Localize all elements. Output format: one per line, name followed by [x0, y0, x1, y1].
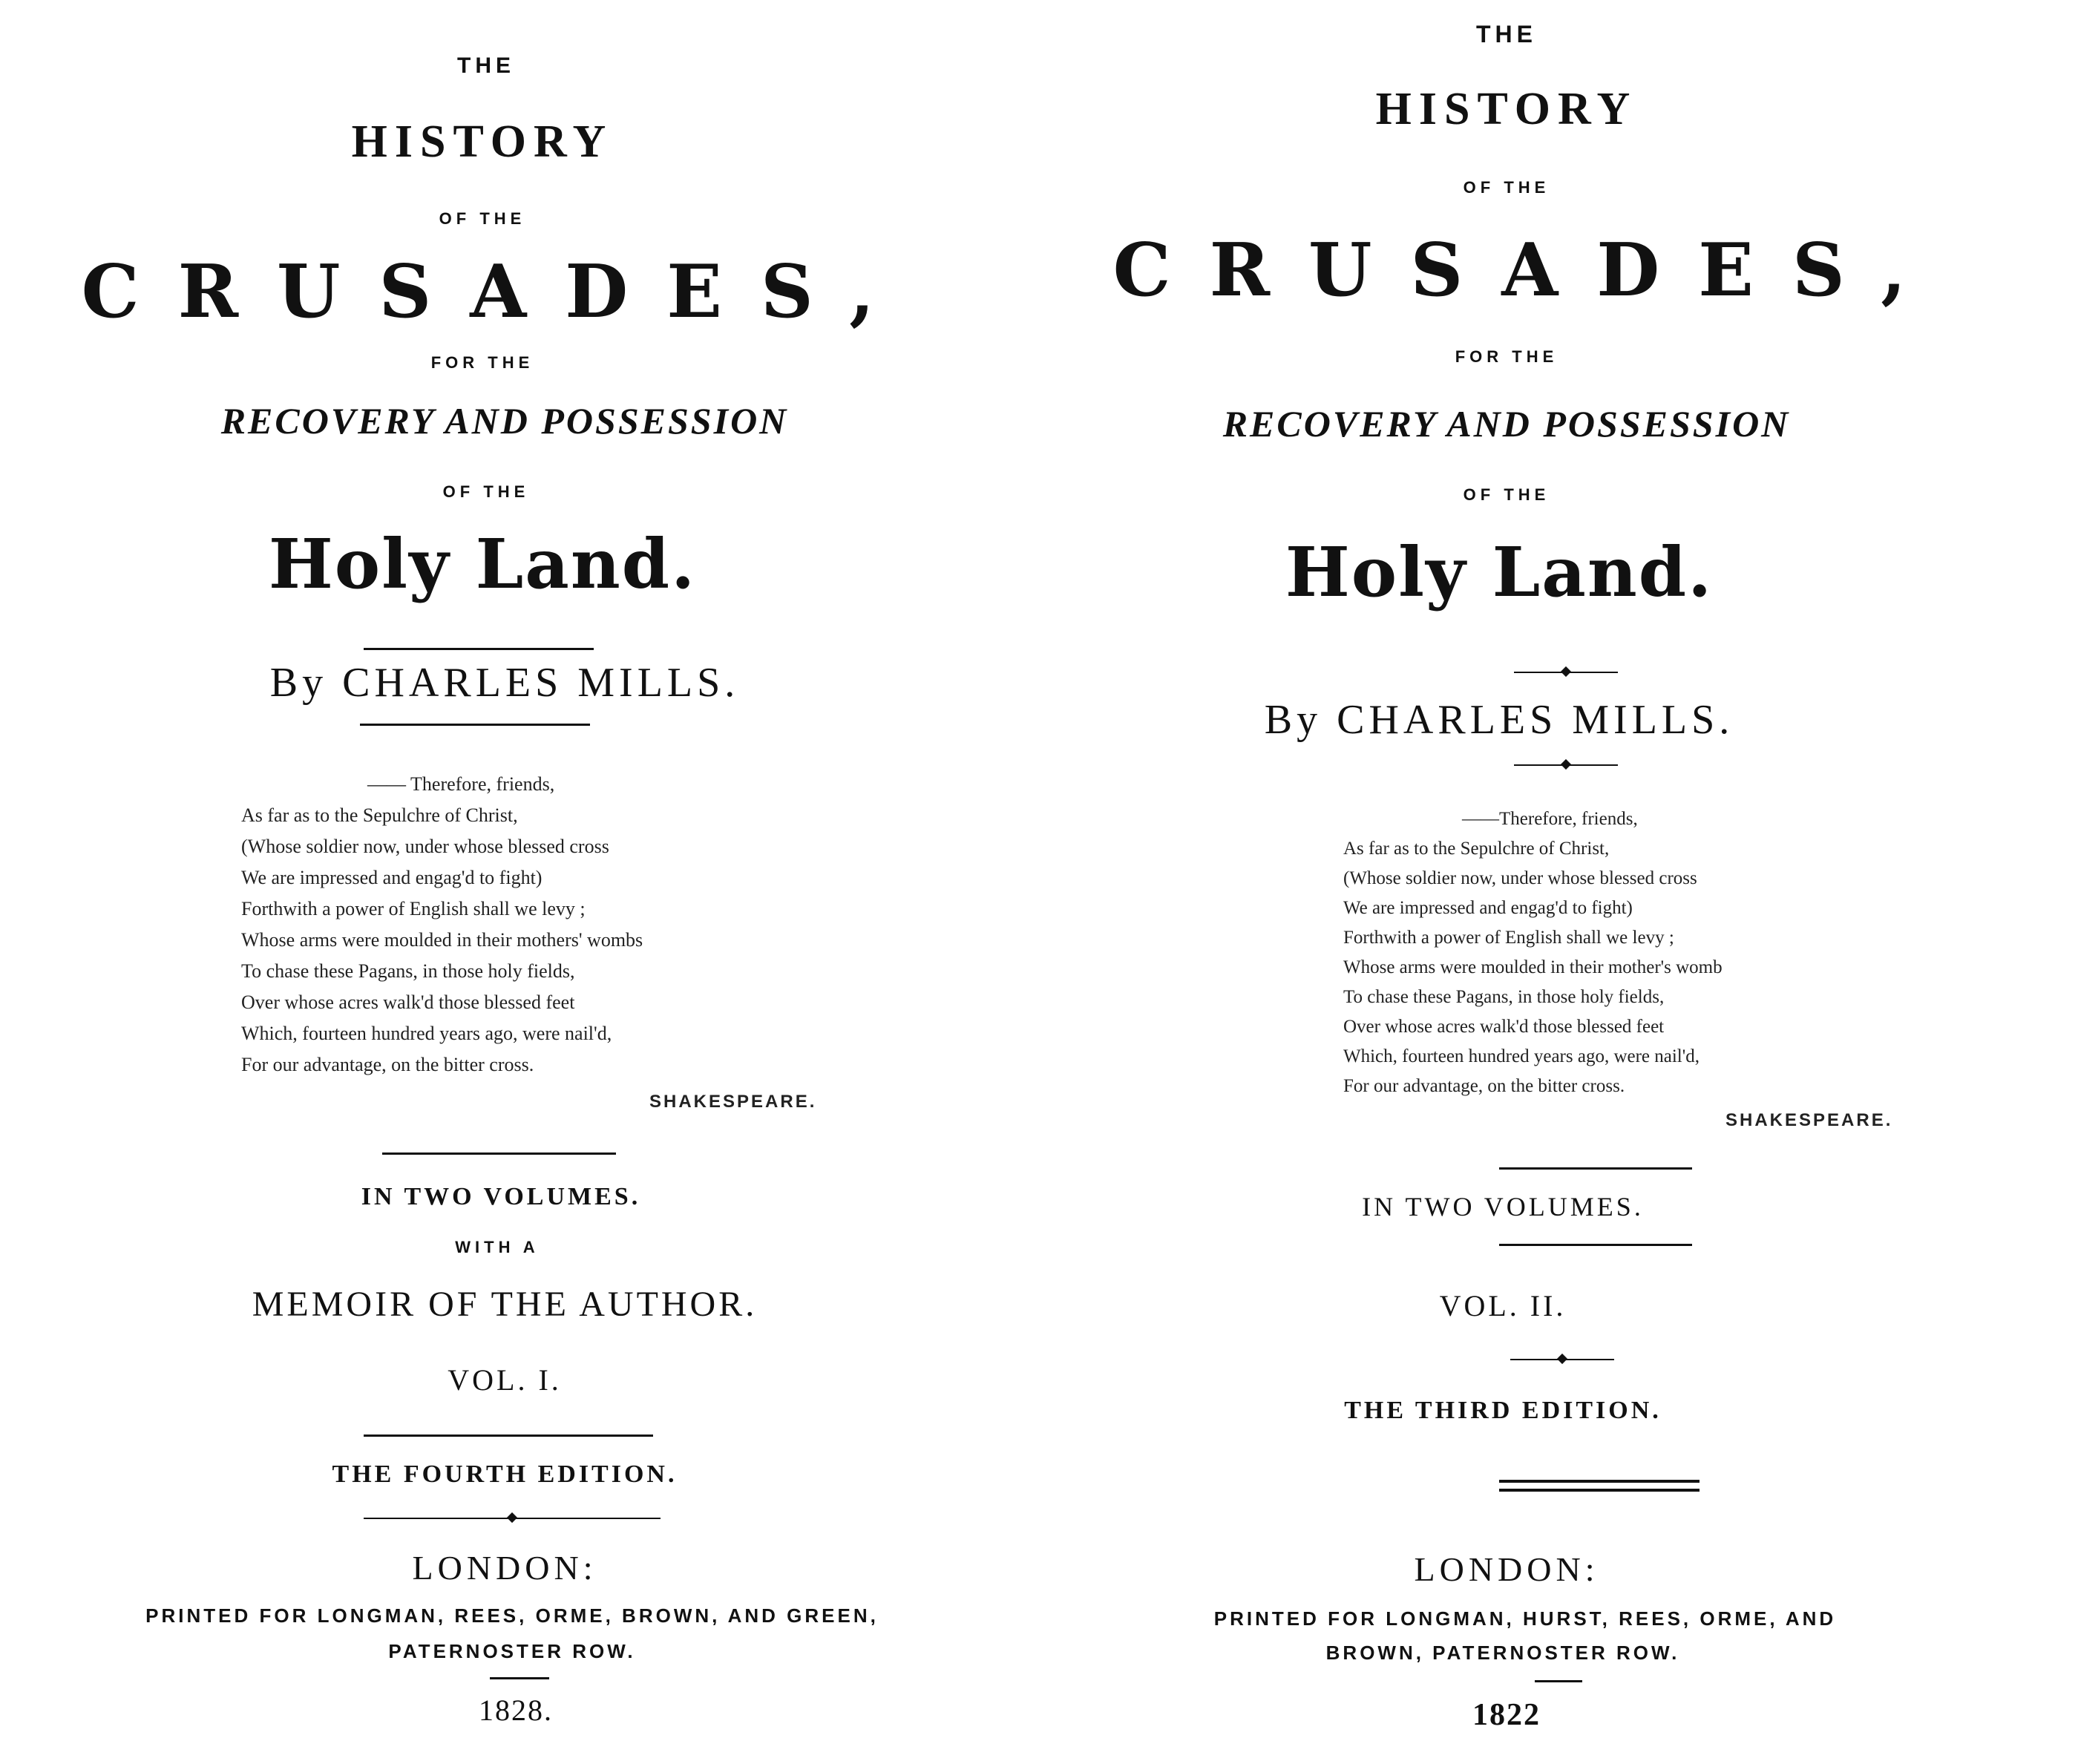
epigraph-line: To chase these Pagans, in those holy fields, — [241, 960, 575, 982]
epigraph-line: (Whose soldier now, under whose blessed cross — [1343, 868, 1697, 888]
divider-rule — [1535, 1680, 1582, 1682]
recovery-subtitle: RECOVERY AND POSSESSION — [220, 400, 789, 442]
publisher-line: PRINTED FOR LONGMAN, REES, ORME, BROWN, AND GREEN, — [145, 1604, 879, 1627]
publisher-address: BROWN, PATERNOSTER ROW. — [1325, 1642, 1680, 1664]
of-the-label: OF THE — [1463, 178, 1550, 197]
divider-rule — [364, 648, 594, 650]
epigraph-line: Which, fourteen hundred years ago, were nail'd, — [1343, 1046, 1700, 1066]
history-heading: HISTORY — [351, 117, 614, 167]
epigraph-line: Forthwith a power of English shall we levy ; — [1343, 928, 1674, 948]
edition-line: THE FOURTH EDITION. — [332, 1460, 678, 1488]
epigraph-block — [241, 769, 909, 1112]
divider-rule — [382, 1152, 616, 1155]
edition-line: THE THIRD EDITION. — [1344, 1397, 1662, 1424]
epigraph-line: As far as to the Sepulchre of Christ, — [241, 804, 518, 826]
ornamental-rule — [1514, 761, 1618, 770]
epigraph-line: We are impressed and engag'd to fight) — [241, 867, 543, 888]
epigraph-line: Over whose acres walk'd those blessed feet — [241, 991, 575, 1013]
epigraph-line: To chase these Pagans, in those holy fields, — [1343, 987, 1665, 1007]
history-heading: HISTORY — [1375, 84, 1638, 134]
recovery-subtitle: RECOVERY AND POSSESSION — [1222, 403, 1791, 445]
publisher-line: PRINTED FOR LONGMAN, HURST, REES, ORME, AND — [1213, 1607, 1837, 1630]
divider-rule — [364, 1435, 653, 1437]
for-the-label: FOR THE — [430, 353, 534, 372]
epigraph-block — [1343, 804, 2011, 1130]
right-title-page — [1039, 0, 2078, 1764]
epigraph-line: Over whose acres walk'd those blessed feet — [1343, 1017, 1665, 1037]
epigraph-line: Forthwith a power of English shall we levy ; — [241, 898, 586, 919]
epigraph-line: —— Therefore, friends, — [367, 773, 555, 795]
epigraph-line: (Whose soldier now, under whose blessed cross — [241, 836, 609, 857]
epigraph-attribution: SHAKESPEARE. — [1725, 1110, 1893, 1130]
epigraph-attribution: SHAKESPEARE. — [649, 1092, 817, 1112]
of-the-label: OF THE — [1463, 485, 1550, 504]
divider-rule — [1499, 1244, 1692, 1246]
ornamental-rule — [364, 1514, 661, 1523]
epigraph-line: ——Therefore, friends, — [1462, 809, 1638, 829]
divider-rule — [1499, 1167, 1692, 1170]
epigraph-line: For our advantage, on the bitter cross. — [241, 1054, 534, 1075]
ornamental-rule — [1510, 1355, 1614, 1364]
of-the-label: OF THE — [439, 209, 526, 228]
divider-rule — [360, 724, 590, 726]
of-the-label: OF THE — [442, 482, 530, 501]
epigraph-line: Which, fourteen hundred years ago, were nail'd, — [241, 1023, 612, 1044]
crusades-heading: CRUSADES, — [81, 249, 914, 335]
ornamental-rule — [1514, 668, 1618, 677]
epigraph-line: Whose arms were moulded in their mothers' wombs — [241, 929, 643, 951]
epigraph-line: For our advantage, on the bitter cross. — [1343, 1076, 1625, 1096]
volume-number: VOL. II. — [1439, 1289, 1567, 1322]
the-label: THE — [457, 53, 515, 78]
memoir-line: MEMOIR OF THE AUTHOR. — [252, 1285, 758, 1324]
double-rule — [1499, 1480, 1700, 1492]
divider-rule — [490, 1677, 549, 1679]
volume-number: VOL. I. — [448, 1363, 562, 1397]
publication-year: 1822 — [1472, 1698, 1541, 1732]
volumes-line: IN TWO VOLUMES. — [1362, 1192, 1644, 1222]
holy-land-heading: Holy Land. — [1285, 532, 1714, 612]
the-label: THE — [1476, 21, 1537, 47]
for-the-label: FOR THE — [1455, 347, 1558, 366]
london-line: LONDON: — [412, 1549, 597, 1587]
with-a-label: WITH A — [455, 1238, 540, 1256]
holy-land-heading: Holy Land. — [268, 524, 697, 604]
publication-year: 1828. — [479, 1693, 553, 1727]
london-line: LONDON: — [1414, 1550, 1599, 1588]
publisher-address: PATERNOSTER ROW. — [388, 1640, 636, 1662]
epigraph-line: We are impressed and engag'd to fight) — [1343, 898, 1633, 918]
crusades-heading: CRUSADES, — [1112, 228, 1945, 313]
author-line: By CHARLES MILLS. — [1264, 697, 1734, 743]
epigraph-line: As far as to the Sepulchre of Christ, — [1343, 839, 1610, 859]
author-line: By CHARLES MILLS. — [269, 660, 740, 706]
epigraph-line: Whose arms were moulded in their mother's womb — [1343, 957, 1723, 977]
volumes-line: IN TWO VOLUMES. — [361, 1183, 641, 1210]
